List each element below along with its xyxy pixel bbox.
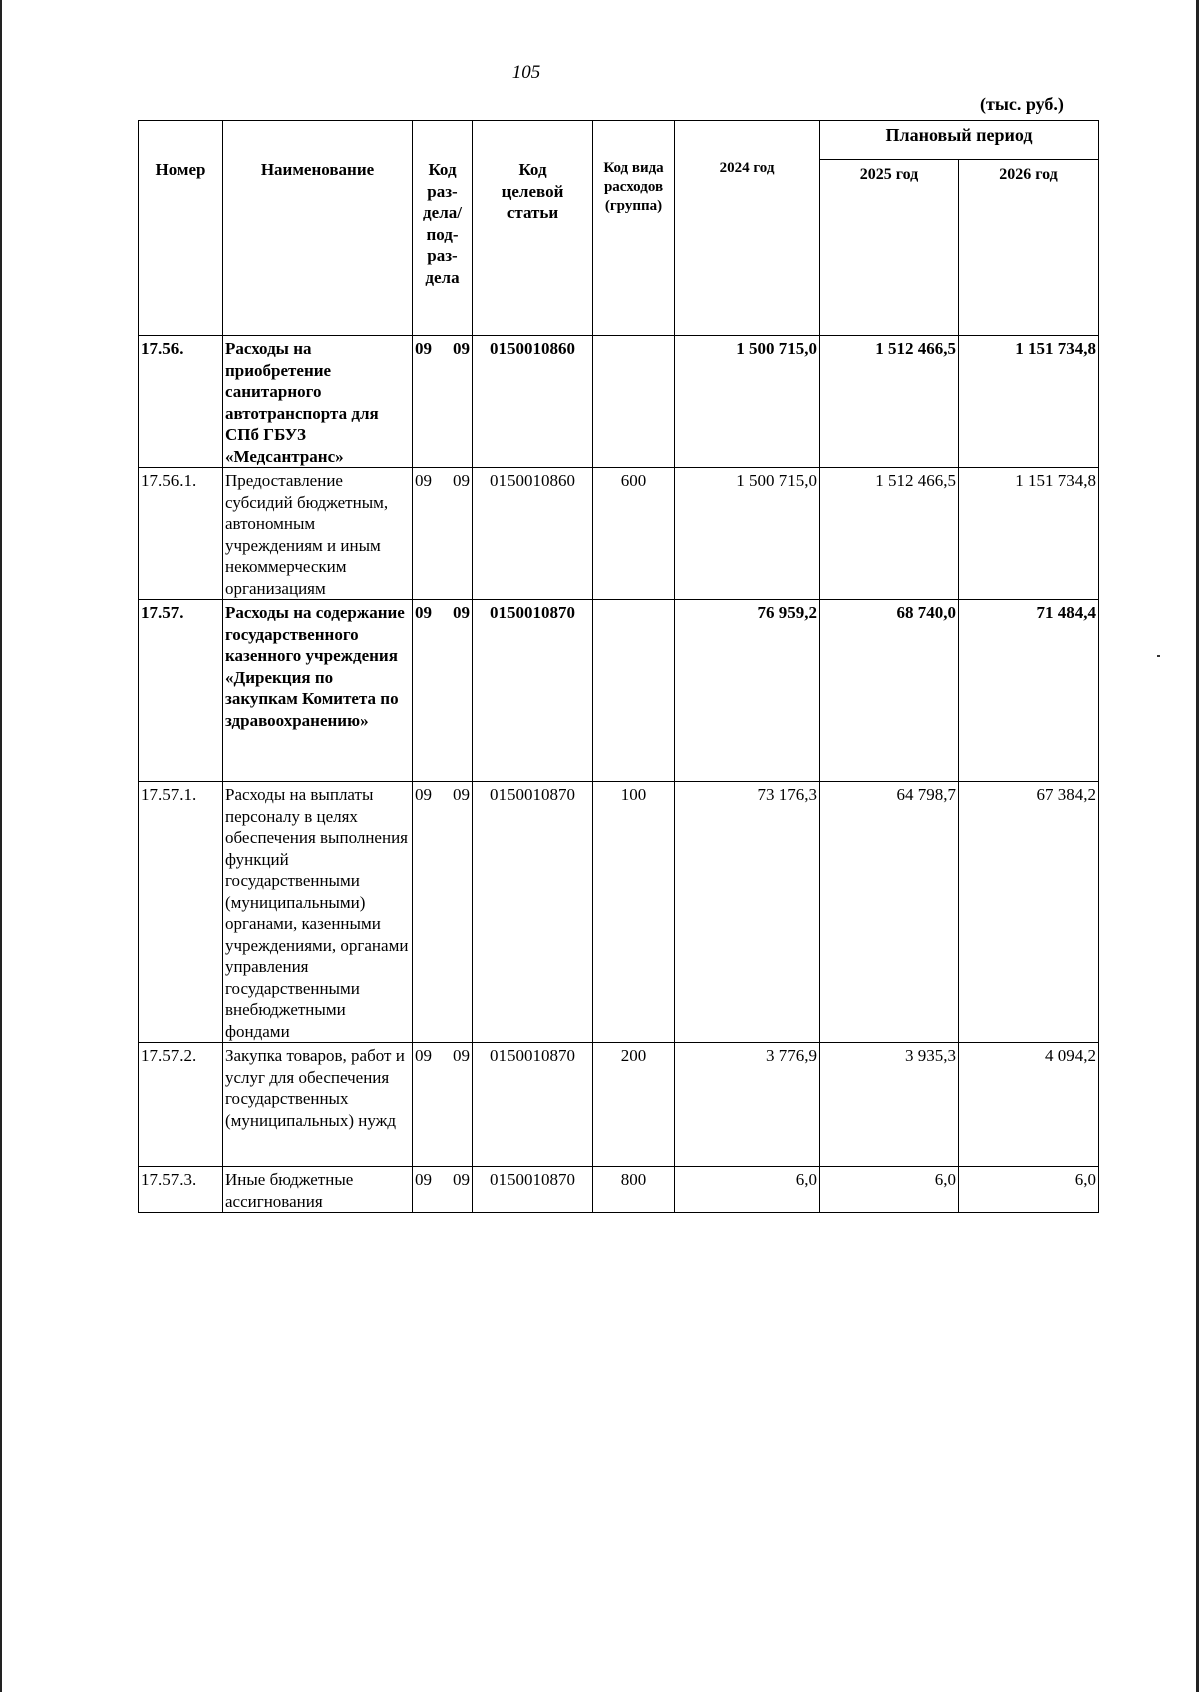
cell-2024: 73 176,3	[675, 782, 820, 1043]
cell-vid: 800	[593, 1167, 675, 1213]
cell-vid: 100	[593, 782, 675, 1043]
page-number: 105	[511, 62, 541, 83]
cell-vid: 200	[593, 1043, 675, 1167]
cell-2025: 3 935,3	[820, 1043, 959, 1167]
cell-name: Расходы на выплаты персоналу в целях обеспечения выполнения функций государственными (муниципальными) органами, казенными учреждениями, органами управления государственными внебюджетными фондами	[223, 782, 413, 1043]
cell-number: 17.57.3.	[139, 1167, 223, 1213]
cell-2024: 76 959,2	[675, 600, 820, 782]
cell-number: 17.56.	[139, 336, 223, 468]
cell-name: Расходы на приобретение санитарного автотранспорта для СПб ГБУЗ «Медсантранс»	[223, 336, 413, 468]
cell-2026: 1 151 734,8	[959, 468, 1099, 600]
cell-target: 0150010870	[473, 1167, 593, 1213]
scan-edge-left	[0, 0, 2, 1692]
cell-name: Расходы на содержание государственного казенного учреждения «Дирекция по закупкам Комитета по здравоохранению»	[223, 600, 413, 782]
cell-2025: 6,0	[820, 1167, 959, 1213]
cell-number: 17.57.2.	[139, 1043, 223, 1167]
podrazdel-code: 09	[453, 1170, 470, 1189]
cell-razdel	[413, 468, 473, 600]
header-line: раз-	[427, 246, 458, 265]
scan-edge-right	[1196, 0, 1199, 1692]
cell-number: 17.57.	[139, 600, 223, 782]
cell-2026: 67 384,2	[959, 782, 1099, 1043]
header-line: расходов	[603, 179, 664, 195]
header-2024: 2024 год	[675, 121, 820, 336]
units-label: (тыс. руб.)	[980, 94, 1064, 114]
razdel-code: 09	[415, 785, 432, 804]
header-razdel-text	[415, 159, 470, 288]
header-line: (группа)	[604, 198, 663, 214]
table-row	[139, 468, 1099, 600]
cell-name: Иные бюджетные ассигнования	[223, 1167, 413, 1213]
cell-name: Закупка товаров, работ и услуг для обеспечения государственных (муниципальных) нужд	[223, 1043, 413, 1167]
cell-2026: 71 484,4	[959, 600, 1099, 782]
header-line: под-	[426, 224, 459, 244]
header-line: Код	[518, 160, 547, 179]
table-row	[139, 1043, 1099, 1167]
cell-target: 0150010860	[473, 468, 593, 600]
razdel-code: 09	[415, 603, 432, 622]
cell-2025: 1 512 466,5	[820, 468, 959, 600]
cell-razdel	[413, 1167, 473, 1213]
cell-target: 0150010870	[473, 600, 593, 782]
cell-2025: 64 798,7	[820, 782, 959, 1043]
table-row	[139, 782, 1099, 1043]
header-line: дела/	[423, 203, 462, 222]
cell-2024: 3 776,9	[675, 1043, 820, 1167]
header-line: Код вида	[603, 160, 664, 176]
cell-2024: 1 500 715,0	[675, 468, 820, 600]
cell-2024: 1 500 715,0	[675, 336, 820, 468]
razdel-code: 09	[415, 339, 432, 358]
razdel-code: 09	[415, 1170, 432, 1189]
cell-2024: 6,0	[675, 1167, 820, 1213]
cell-2026: 4 094,2	[959, 1043, 1099, 1167]
cell-razdel	[413, 336, 473, 468]
header-vid	[593, 121, 675, 336]
cell-name: Предоставление субсидий бюджетным, автономным учреждениям и иным некоммерческим организациям	[223, 468, 413, 600]
podrazdel-code: 09	[453, 603, 470, 622]
razdel-pair	[415, 784, 470, 806]
razdel-pair	[415, 338, 470, 360]
cell-number: 17.56.1.	[139, 468, 223, 600]
razdel-code: 09	[415, 471, 432, 490]
cell-vid: 600	[593, 468, 675, 600]
header-planned-period: Плановый период	[820, 121, 1099, 160]
header-line: целевой	[501, 181, 564, 201]
header-line: раз-	[427, 181, 458, 201]
cell-target: 0150010860	[473, 336, 593, 468]
cell-vid	[593, 600, 675, 782]
table-row	[139, 1167, 1099, 1213]
cell-razdel	[413, 1043, 473, 1167]
cell-vid	[593, 336, 675, 468]
header-line: Код	[428, 160, 457, 179]
podrazdel-code: 09	[453, 1046, 470, 1065]
podrazdel-code: 09	[453, 471, 470, 490]
cell-2025: 1 512 466,5	[820, 336, 959, 468]
cell-2026: 1 151 734,8	[959, 336, 1099, 468]
header-name: Наименование	[223, 121, 413, 336]
header-target	[473, 121, 593, 336]
header-number: Номер	[139, 121, 223, 336]
header-vid-text	[595, 159, 672, 216]
budget-table	[138, 120, 1099, 1213]
table-body	[139, 336, 1099, 1213]
cell-razdel	[413, 600, 473, 782]
cell-number: 17.57.1.	[139, 782, 223, 1043]
cell-target: 0150010870	[473, 1043, 593, 1167]
cell-razdel	[413, 782, 473, 1043]
podrazdel-code: 09	[453, 785, 470, 804]
razdel-pair	[415, 1045, 470, 1067]
header-2025: 2025 год	[820, 160, 959, 336]
header-target-text	[475, 159, 590, 224]
header-line: дела	[425, 267, 460, 287]
table-row	[139, 336, 1099, 468]
scan-speck	[1157, 655, 1160, 657]
razdel-pair	[415, 470, 470, 492]
razdel-code: 09	[415, 1046, 432, 1065]
cell-2025: 68 740,0	[820, 600, 959, 782]
cell-target: 0150010870	[473, 782, 593, 1043]
header-line: статьи	[506, 203, 559, 222]
header-2026: 2026 год	[959, 160, 1099, 336]
razdel-pair	[415, 1169, 470, 1191]
header-razdel	[413, 121, 473, 336]
table-row	[139, 600, 1099, 782]
podrazdel-code: 09	[453, 339, 470, 358]
razdel-pair	[415, 602, 470, 624]
cell-2026: 6,0	[959, 1167, 1099, 1213]
